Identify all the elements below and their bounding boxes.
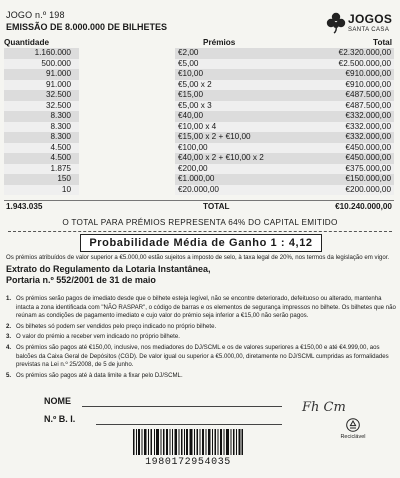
cell-prize: €15,00: [175, 90, 267, 101]
list-item: 3. O valor do prémio a receber vem indicado no próprio bilhete.: [6, 333, 180, 341]
cell-prize: €10,00: [175, 69, 267, 80]
col-premios: Prémios: [203, 38, 236, 47]
totals-row: [4, 200, 394, 212]
dashed-divider: [8, 231, 392, 232]
table-row: [4, 174, 394, 185]
cell-qty: 1.160.000: [4, 48, 79, 59]
cell-qty: 4.500: [4, 143, 79, 154]
table-row: [4, 48, 394, 59]
cell-total: €487.500,00: [267, 101, 394, 112]
cell-total: €200.000,00: [267, 185, 394, 196]
cell-prize: €2,00: [175, 48, 267, 59]
cell-qty: 1.875: [4, 164, 79, 175]
table-row: [4, 132, 394, 143]
cell-total: €487.500,00: [267, 90, 394, 101]
tax-note: Os prémios atribuídos de valor superior a €5.000,00 estão sujeitos a imposto de selo, à taxa legal de 20%, nos termos da legislação em vigor.: [6, 254, 390, 261]
nome-label: NOME: [44, 396, 71, 406]
bi-field[interactable]: [96, 424, 282, 425]
barcode: [133, 429, 243, 455]
prize-table: [4, 48, 394, 195]
cell-prize: €5,00 x 2: [175, 80, 267, 91]
barcode-number: 1980172954035: [145, 457, 231, 468]
cell-qty: 8.300: [4, 111, 79, 122]
jogos-santa-casa-logo: [326, 10, 392, 40]
cell-qty: 8.300: [4, 132, 79, 143]
cell-total: €332.000,00: [267, 122, 394, 133]
recycle-icon: [346, 418, 360, 432]
table-row: [4, 122, 394, 133]
cell-total: €332.000,00: [267, 111, 394, 122]
total-quantity: 1.943.035: [6, 202, 43, 211]
recyclable-mark: [338, 418, 368, 440]
table-row: [4, 143, 394, 154]
extract-title-line2: Portaria n.º 552/2001 de 31 de maio: [6, 275, 156, 285]
cell-total: €332.000,00: [267, 132, 394, 143]
total-value: €10.240.000,00: [335, 202, 392, 211]
cell-prize: €100,00: [175, 143, 267, 154]
prize-table-header: [4, 38, 394, 48]
table-row: [4, 90, 394, 101]
table-row: [4, 153, 394, 164]
table-row: [4, 164, 394, 175]
brand-subtitle: SANTA CASA: [348, 27, 390, 33]
list-item: 5. Os prémios são pagos até à data limite a fixar pelo DJ/SCML.: [6, 371, 183, 379]
cell-qty: 32.500: [4, 101, 79, 112]
cell-qty: 91.000: [4, 69, 79, 80]
extract-title-line1: Extrato do Regulamento da Lotaria Instantânea,: [6, 264, 211, 274]
list-item: 1. Os prémios serão pagos de imediato desde que o bilhete esteja legível, não se encontre deteriorado, defeituoso ou alterado, mantenha intacta a zona identificada com "NÃO RASPAR", o código de barras e os elementos de segurança impressos no bilhete. Os bilhetes que não reúnam as condições de pagamento imediato e cujo valor do prémio seja inferior a €15,00 não serão pagos.: [6, 295, 396, 320]
cell-qty: 32.500: [4, 90, 79, 101]
cell-total: €2.320.000,00: [267, 48, 394, 59]
cell-prize: €10,00 x 4: [175, 122, 267, 133]
cell-qty: 8.300: [4, 122, 79, 133]
emission-title: EMISSÃO DE 8.000.000 DE BILHETES: [6, 22, 168, 32]
cell-prize: €200,00: [175, 164, 267, 175]
cell-total: €910.000,00: [267, 69, 394, 80]
nome-field[interactable]: [82, 406, 282, 407]
bi-label: N.º B. I.: [44, 414, 76, 424]
regulation-rules: [6, 295, 396, 382]
cell-qty: 4.500: [4, 153, 79, 164]
probability-box: Probabilidade Média de Ganho 1 : 4,12: [80, 234, 322, 252]
list-item: 2. Os bilhetes só podem ser vendidos pelo preço indicado no próprio bilhete.: [6, 322, 217, 330]
recycle-label: Reciclável: [340, 434, 366, 440]
col-total: Total: [373, 38, 392, 47]
cell-prize: €40,00: [175, 111, 267, 122]
cell-total: €150.000,00: [267, 174, 394, 185]
cell-prize: €5,00 x 3: [175, 101, 267, 112]
clover-icon: [326, 12, 346, 34]
table-row: [4, 101, 394, 112]
table-row: [4, 185, 394, 196]
cell-prize: €15,00 x 2 + €10,00: [175, 132, 267, 143]
table-row: [4, 59, 394, 70]
cell-total: €450.000,00: [267, 153, 394, 164]
cell-qty: 500.000: [4, 59, 79, 70]
cell-total: €910.000,00: [267, 80, 394, 91]
cell-prize: €5,00: [175, 59, 267, 70]
capital-statement: O TOTAL PARA PRÉMIOS REPRESENTA 64% DO CAPITAL EMITIDO: [62, 218, 338, 227]
cell-total: €450.000,00: [267, 143, 394, 154]
game-number: JOGO n.º 198: [6, 10, 65, 20]
cell-prize: €1.000,00: [175, 174, 267, 185]
brand-name: JOGOS: [348, 12, 393, 26]
cell-prize: €20.000,00: [175, 185, 267, 196]
cell-total: €375.000,00: [267, 164, 394, 175]
table-row: [4, 80, 394, 91]
cell-qty: 10: [4, 185, 79, 196]
cell-total: €2.500.000,00: [267, 59, 394, 70]
col-quantidade: Quantidade: [4, 38, 50, 47]
cell-qty: 150: [4, 174, 79, 185]
total-label: TOTAL: [203, 202, 230, 211]
cell-prize: €40,00 x 2 + €10,00 x 2: [175, 153, 267, 164]
list-item: 4. Os prémios são pagos até €150,00, inclusive, nos mediadores do DJ/SCML e os de valores superiores a €150,00 e até €4.999,00, aos balcões da Caixa Geral de Depósitos (CGD). De valor igual ou superior a €5.000,00, diretamente no DJ/SCML cumpridas as formalidades previstas na Lei n.º 25/2008, de 5 de junho.: [6, 343, 389, 369]
signature: Fh Cm: [302, 400, 346, 415]
table-row: [4, 111, 394, 122]
cell-qty: 91.000: [4, 80, 79, 91]
table-row: [4, 69, 394, 80]
